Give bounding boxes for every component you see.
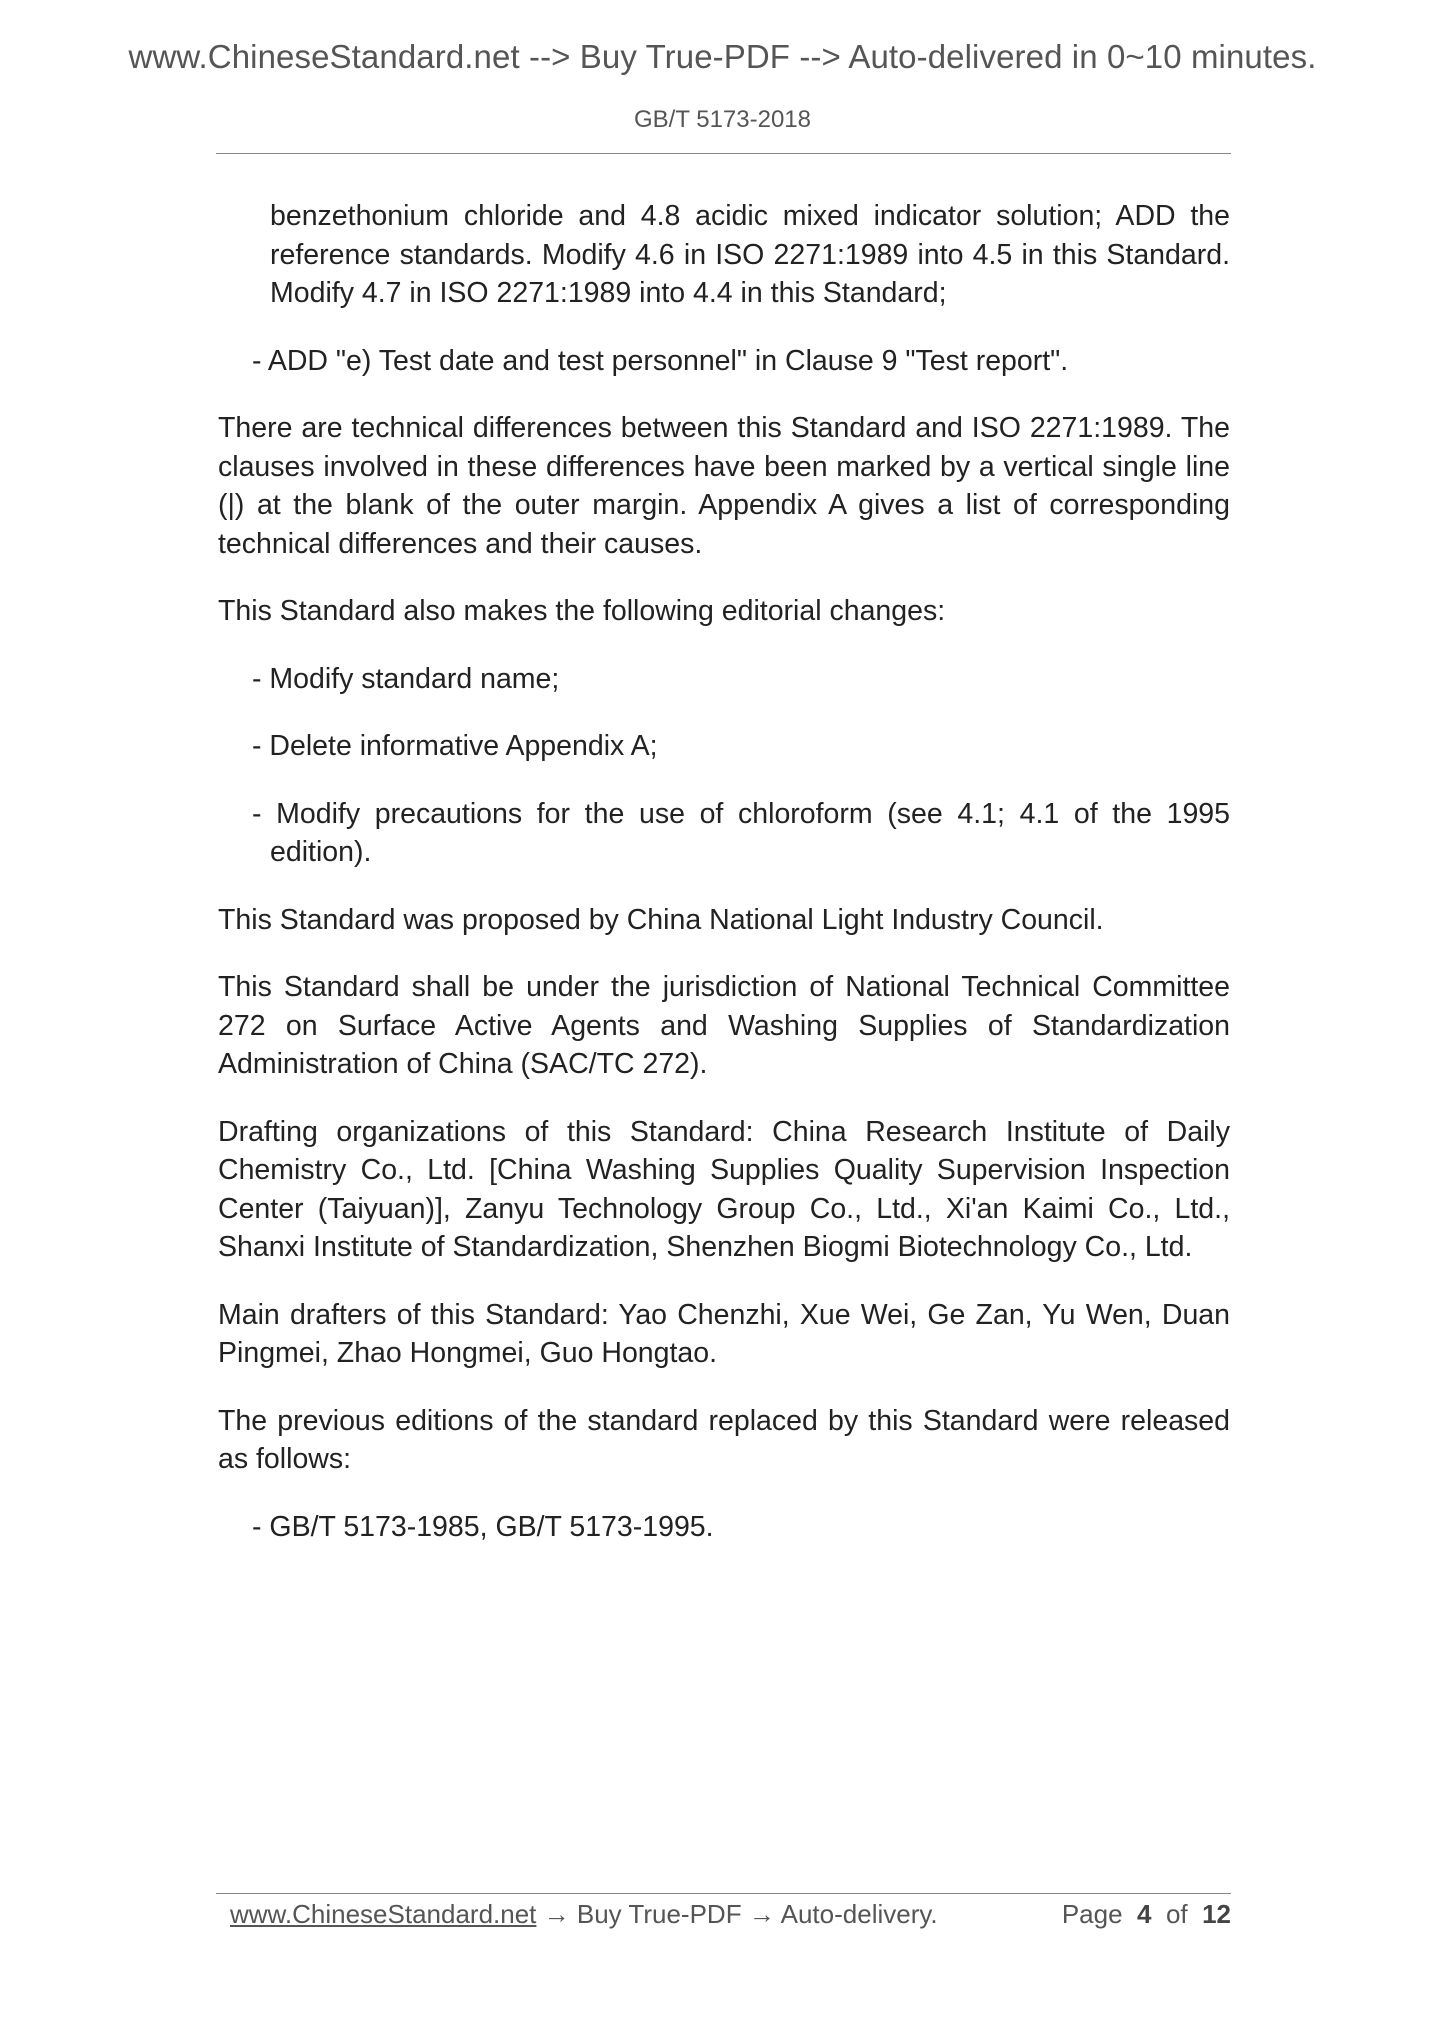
continued-list-item: benzethonium chloride and 4.8 acidic mixed indicator solution; ADD the reference standards. Modify 4.6 in ISO 2271:1989 into 4.5 in this Standard. Modify 4.7 in ISO 2271:1989 into 4.4 in this Standard; <box>270 200 1230 309</box>
paragraph-jurisdiction: This Standard shall be under the jurisdiction of National Technical Committee 272 on Surface Active Agents and Washing Supplies of Standardization Administration of China (SAC/TC 272). <box>218 971 1230 1080</box>
paragraph-main-drafters: Main drafters of this Standard: Yao Chenzhi, Xue Wei, Ge Zan, Yu Wen, Duan Pingmei, Zhao Hongmei, Guo Hongtao. <box>218 1298 1230 1369</box>
arrow-icon: → <box>748 1899 775 1929</box>
standard-code: GB/T 5173-2018 <box>633 106 811 133</box>
paragraph-technical-differences: There are technical differences between this Standard and ISO 2271:1989. The clauses involved in these differences have been marked by a vertical single line (|) at the blank of the outer margin. Appendix A gives a list of corresponding technical differences and their causes. <box>218 412 1230 560</box>
paragraph-drafting-organizations: Drafting organizations of this Standard: China Research Institute of Daily Chemistry Co., Ltd. [China Washing Supplies Quality Supervision Inspection Center (Taiyuan)], Zanyu Technology Group Co., Ltd., Xi'an Kaimi Co., Ltd., Shanxi Institute of Standardization, Shenzhen Biogmi Biotechnology Co., Ltd. <box>218 1115 1230 1263</box>
page-total: 12 <box>1202 1899 1231 1929</box>
page-label: Page <box>1061 1899 1123 1929</box>
document-body <box>218 197 1230 1575</box>
footer-site-link[interactable]: www.ChineseStandard.net <box>230 1899 537 1929</box>
list-item-add-test-date: - ADD "e) Test date and test personnel" in Clause 9 "Test report". <box>252 344 1069 377</box>
header-divider <box>216 153 1231 154</box>
page-current: 4 <box>1137 1899 1152 1929</box>
arrow-icon: → <box>543 1899 570 1929</box>
list-item-modify-name: - Modify standard name; <box>252 662 560 695</box>
paragraph-editorial-changes: This Standard also makes the following editorial changes: <box>218 595 946 627</box>
list-item-modify-precautions: - Modify precautions for the use of chloroform (see 4.1; 4.1 of the 1995 edition). <box>252 797 1230 868</box>
page-of: of <box>1165 1899 1188 1929</box>
paragraph-previous-editions: The previous editions of the standard replaced by this Standard were released as follows: <box>218 1404 1230 1475</box>
footer-divider <box>216 1893 1231 1894</box>
footer-buy-text: Buy True-PDF <box>576 1899 742 1929</box>
page-number <box>1062 1899 1231 1930</box>
footer-delivery-text: Auto-delivery. <box>780 1899 938 1929</box>
paragraph-proposed-by: This Standard was proposed by China National Light Industry Council. <box>218 903 1104 936</box>
top-banner: www.ChineseStandard.net --> Buy True-PDF --> Auto-delivered in 0~10 minutes. <box>128 38 1317 75</box>
list-item-delete-appendix: - Delete informative Appendix A; <box>252 730 658 762</box>
page-footer <box>230 1899 1231 1930</box>
list-item-previous-editions: - GB/T 5173-1985, GB/T 5173-1995. <box>252 1510 714 1543</box>
